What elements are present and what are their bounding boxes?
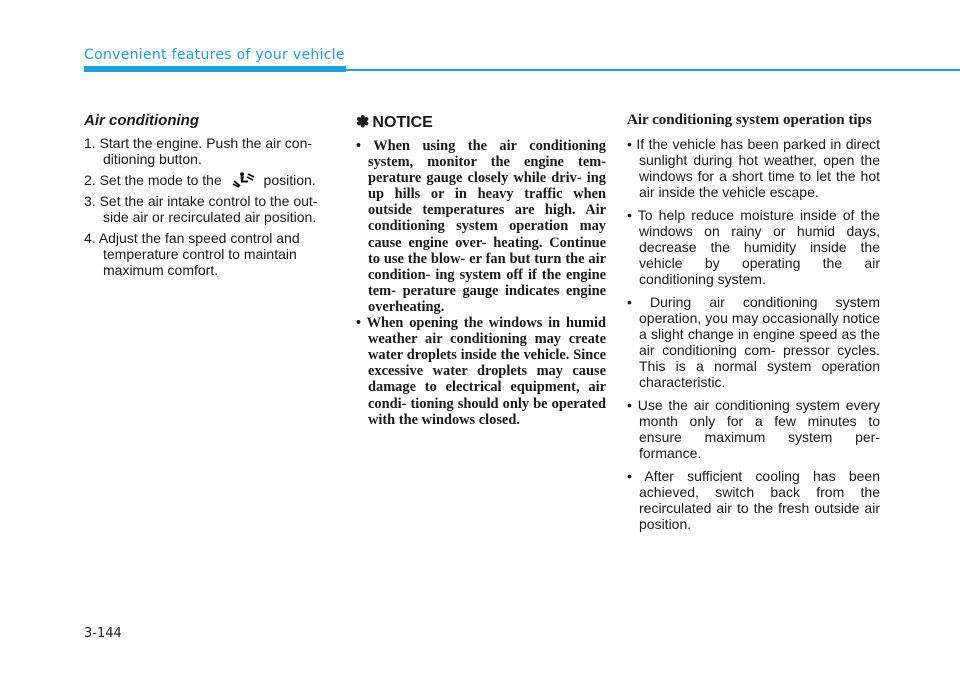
tip-item: • Use the air conditioning system every month only for a few minutes to ensure maximum system per- formance.	[627, 397, 880, 461]
notice-heading	[356, 112, 606, 132]
step-2-text-after: position.	[263, 172, 316, 188]
header-title: Convenient features of your vehicle	[84, 47, 345, 63]
tip-item: • During air conditioning system operation, you may occasionally notice a slight change in engine speed as the air conditioning com- pressor cycles. This is a normal system operation characteristic.	[627, 294, 880, 390]
floor-defrost-mode-icon	[230, 172, 256, 188]
step-3: 3. Set the air intake control to the out- side air or recirculated air position.	[84, 193, 318, 225]
notice-bullet: • When opening the windows in humid weather air conditioning may create water droplets inside the vehicle. Since excessive water droplets may cause damage to electrical equipment, air condi- tioning should only be operated with the windows closed.	[356, 315, 606, 428]
notice-column	[356, 108, 606, 428]
notice-bullet: • When using the air conditioning system, monitor the engine tem- perature gauge closely while driv- ing up hills or in heavy traffic when outside temperatures are high. Air conditioning system operation may cause engine over- heating. Continue to use the blow- er fan but turn the air condition- ing system off if the engine tem- perature gauge indicates engine overheating.	[356, 138, 606, 315]
notice-title: NOTICE	[372, 114, 433, 131]
air-conditioning-column	[84, 108, 338, 283]
tip-item: • If the vehicle has been parked in direct sunlight during hot weather, open the windows for a short time to let the hot air inside the vehicle escape.	[627, 136, 880, 200]
section-title: Air conditioning	[84, 112, 199, 129]
header-rule	[346, 69, 960, 71]
page-number: 3-144	[84, 626, 122, 641]
step-1: 1. Start the engine. Push the air con- ditioning button.	[84, 135, 313, 167]
step-2-text-before: 2. Set the mode to the	[84, 172, 222, 188]
step-4: 4. Adjust the fan speed control and temperature control to maintain maximum comfort.	[84, 230, 300, 278]
step-2	[84, 172, 338, 188]
header-bar	[84, 66, 346, 72]
tips-column	[627, 108, 880, 539]
tips-title: Air conditioning system operation tips	[627, 112, 872, 128]
tip-item: • To help reduce moisture inside of the windows on rainy or humid days, decrease the humidity inside the vehicle by operating the air conditioning system.	[627, 207, 880, 287]
notice-star-icon: ✽	[356, 114, 370, 131]
tip-item: • After sufficient cooling has been achieved, switch back from the recirculated air to the fresh outside air position.	[627, 468, 880, 532]
